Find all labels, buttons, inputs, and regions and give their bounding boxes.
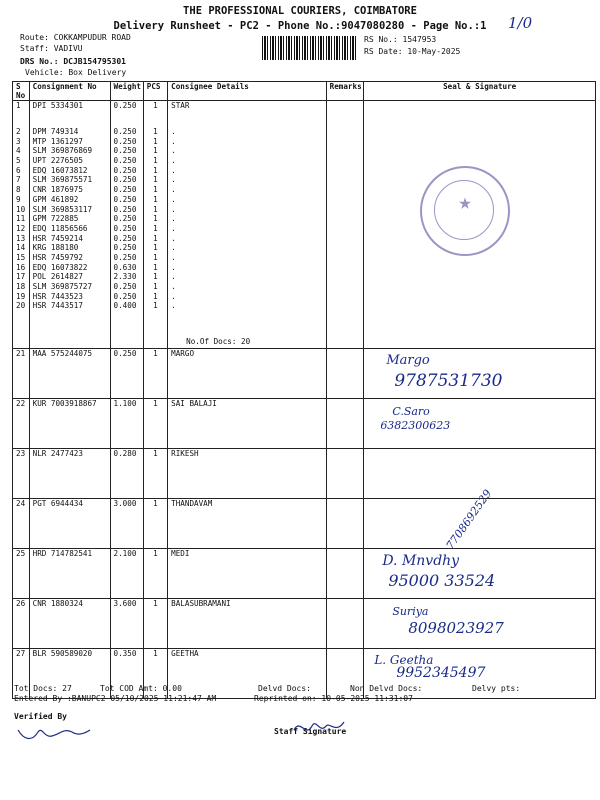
reprinted-on: Reprinted on: 10-05-2025 11:31:07 <box>254 694 413 703</box>
block-weight: 0.250 <box>113 146 137 156</box>
rs-number: RS No.: 1547953 <box>364 35 437 44</box>
block-sno: 12 <box>16 223 26 233</box>
total-cod: Tot COD Amt: 0.00 <box>100 684 182 693</box>
table-row: 1 2 3 4 5 6 7 8 9 10 11 12 13 14 15 16 17 18 19 20 DPI 5334301 DPM 749314 MTP 1361297 SLM 369876869 UPT 2276505 EDQ 16073812 SLM 369875571 CNR 1876975 GPM 461892 SLM 369853117 GPM 722885 EDQ 11856566 HSR 7459214 KRG 188180 HSR 7459792 EDQ 16073822 POL 2614827 SLM 369875727 HSR 7443523 HSR 7443517 0.250 0.250 0.250 0.250 0.250 0.250 0.250 0.250 0.250 0.250 0.250 0.250 0.250 0.250 0.250 0.630 2.330 0.250 0.250 0.400 1 1 1 1 1 1 1 1 1 1 1 1 1 1 1 1 1 1 1 1 STAR No.Of Docs: 20 . . . . . . . . . . . . . . . . . . . <box>13 101 596 349</box>
signature: Margo <box>386 353 430 368</box>
block-name: . <box>171 223 176 233</box>
block-cons: POL 2614827 <box>32 272 83 282</box>
block-sno: 13 <box>16 233 26 243</box>
block-weight: 0.250 <box>113 175 137 185</box>
block-weight: 0.250 <box>113 204 137 214</box>
block-sno: 9 <box>16 194 21 204</box>
block-sno: 10 <box>16 204 26 214</box>
rs-date: RS Date: 10-May-2025 <box>364 47 461 56</box>
block-cons: HSR 7443517 <box>32 301 83 311</box>
block-pcs: 1 <box>153 223 158 233</box>
block-pcs: 1 <box>153 301 158 311</box>
staff-signature <box>290 712 350 742</box>
block-cons: UPT 2276505 <box>32 156 83 166</box>
block-weight: 0.250 <box>113 194 137 204</box>
block-sno: 4 <box>16 146 21 156</box>
page-handwritten-mark: 1/0 <box>508 14 533 32</box>
block-weight: 0.250 <box>113 136 137 146</box>
block-sno: 16 <box>16 262 26 272</box>
block-sno: 17 <box>16 272 26 282</box>
block-cons: HSR 7459792 <box>32 252 83 262</box>
phone-handwritten: 6382300623 <box>380 419 451 432</box>
company-name: THE PROFESSIONAL COURIERS, COIMBATORE <box>183 5 417 17</box>
block-pcs: 1 <box>153 233 158 243</box>
block-name: . <box>171 282 176 291</box>
block-pcs: 1 <box>153 214 158 224</box>
table-row: 23 NLR 2477423 0.280 1 RIKESH <box>13 449 596 499</box>
verified-by-label: Verified By <box>14 712 67 721</box>
table-header <box>13 82 596 101</box>
block-weight: 0.250 <box>113 243 137 253</box>
block-weight: 2.330 <box>113 272 137 282</box>
block-pcs: 1 <box>153 146 158 156</box>
col-signature: Seal & Signature <box>364 82 596 101</box>
block-pcs: 1 <box>153 165 158 175</box>
block-weight: 0.250 <box>113 156 137 166</box>
block-sno: 20 <box>16 301 26 311</box>
table-row: 27 BLR 590589020 0.350 1 GEETHA L. Geetha 9952345497 <box>13 649 596 699</box>
block-name: . <box>171 233 176 243</box>
block-cons: KRG 188180 <box>32 243 79 253</box>
block-name: . <box>171 291 176 301</box>
seal-stamp <box>420 166 510 256</box>
table-row: 24 PGT 6944434 3.000 1 THANDAVAM 7708692529 <box>13 499 596 549</box>
table-row: 22 KUR 7003918867 1.100 1 SAI BALAJI C.Saro 6382300623 <box>13 399 596 449</box>
block-name: . <box>171 252 176 262</box>
delivered-docs: Delvd Docs: <box>258 684 311 693</box>
block-pcs: 1 <box>153 243 158 253</box>
col-consignee: Consignee Details <box>168 82 326 101</box>
col-consignment: Consignment No <box>29 82 110 101</box>
col-weight: Weight <box>110 82 143 101</box>
runsheet-table <box>12 81 596 699</box>
vehicle: Vehicle: Box Delivery <box>25 68 127 77</box>
signature: L. Geetha <box>374 653 434 667</box>
block-cons: HSR 7459214 <box>32 233 83 243</box>
block-cons: MTP 1361297 <box>32 136 83 146</box>
block-name: . <box>171 165 176 175</box>
block-cons: DPM 749314 <box>32 127 79 136</box>
staff: Staff: VADIVU <box>20 44 83 53</box>
block-sno: 2 <box>16 127 21 136</box>
block-name: . <box>171 262 176 272</box>
block-name: . <box>171 136 176 146</box>
block-pcs: 1 <box>153 127 158 136</box>
block-pcs: 1 <box>153 262 158 272</box>
block-name: . <box>171 204 176 214</box>
block-name: . <box>171 243 176 253</box>
block-name: . <box>171 301 176 311</box>
table-row: 25 HRD 714782541 2.100 1 MEDI D. Mnvdhy 95000 33524 <box>13 549 596 599</box>
block-weight: 0.250 <box>113 233 137 243</box>
delivery-points: Delvy pts: <box>472 684 521 693</box>
block-weight: 0.250 <box>113 127 137 136</box>
block-weight: 0.630 <box>113 262 137 272</box>
block-cons: GPM 722885 <box>32 214 79 224</box>
block-pcs: 1 <box>153 136 158 146</box>
route: Route: COKKAMPUDUR ROAD <box>20 33 131 42</box>
block-sno: 5 <box>16 156 21 166</box>
block-name: . <box>171 127 176 136</box>
signature: C.Saro <box>392 405 430 418</box>
total-docs: Tot Docs: 27 <box>14 684 72 693</box>
block-pcs: 1 <box>153 291 158 301</box>
phone-handwritten: 95000 33524 <box>388 571 496 590</box>
col-remarks: Remarks <box>326 82 364 101</box>
block-cons: CNR 1876975 <box>32 185 83 195</box>
block-cons: SLM 369876869 <box>32 146 93 156</box>
signature: D. Mnvdhy <box>382 553 460 569</box>
block-cons: EDQ 11856566 <box>32 223 88 233</box>
phone-handwritten: 8098023927 <box>408 619 504 637</box>
block-pcs: 1 <box>153 204 158 214</box>
block-name: . <box>171 272 176 282</box>
block-pcs: 1 <box>153 282 158 291</box>
non-delivered-docs: Non Delvd Docs: <box>350 684 423 693</box>
block-sno: 15 <box>16 252 26 262</box>
entered-by: Entered By :BANUPC2 05/10/2025 11:21:47 AM <box>14 694 217 703</box>
block-cons: EDQ 16073822 <box>32 262 88 272</box>
block-pcs: 1 <box>153 175 158 185</box>
block-sno: 19 <box>16 291 26 301</box>
block-pcs: 1 <box>153 272 158 282</box>
block-sno: 11 <box>16 214 26 224</box>
table-row: 26 CNR 1880324 3.600 1 BALASUBRAMANI Suriya 8098023927 <box>13 599 596 649</box>
phone-handwritten: 9952345497 <box>396 665 486 681</box>
block-cons: SLM 369853117 <box>32 204 93 214</box>
col-pcs: PCS <box>143 82 167 101</box>
col-sno: S No <box>13 82 30 101</box>
block-name: . <box>171 194 176 204</box>
block-cons: SLM 369875571 <box>32 175 93 185</box>
phone-handwritten: 7708692529 <box>443 487 495 552</box>
block-sno: 6 <box>16 165 21 175</box>
block-cons: GPM 461892 <box>32 194 79 204</box>
block-pcs: 1 <box>153 194 158 204</box>
block-sno: 3 <box>16 136 21 146</box>
block-sno: 14 <box>16 243 26 253</box>
block-name: . <box>171 214 176 224</box>
block-weight: 0.250 <box>113 214 137 224</box>
block-sno: 18 <box>16 282 26 291</box>
block-sno: 8 <box>16 185 21 195</box>
block-weight: 0.250 <box>113 291 137 301</box>
block-pcs: 1 <box>153 252 158 262</box>
block-sno: 7 <box>16 175 21 185</box>
barcode <box>262 36 358 60</box>
docs-count-note: No.Of Docs: 20 <box>186 337 251 347</box>
table-row: 21 MAA 575244075 0.250 1 MARGO Margo 9787531730 <box>13 349 596 399</box>
block-name: . <box>171 185 176 195</box>
staff-signature-label: Staff Signature <box>274 727 347 736</box>
star-icon: ★ <box>458 190 472 215</box>
block-weight: 0.250 <box>113 165 137 175</box>
runsheet-title: Delivery Runsheet - PC2 - Phone No.:9047080280 - Page No.:1 <box>113 20 487 32</box>
block-name: . <box>171 156 176 166</box>
block-name: . <box>171 146 176 156</box>
block-cons: EDQ 16073812 <box>32 165 88 175</box>
block-weight: 0.250 <box>113 252 137 262</box>
block-name: . <box>171 175 176 185</box>
signature: Suriya <box>392 605 429 618</box>
drs-number: DRS No.: DCJB154795301 <box>20 57 126 66</box>
block-weight: 0.400 <box>113 301 137 311</box>
block-weight: 0.250 <box>113 185 137 195</box>
phone-handwritten: 9787531730 <box>394 371 503 391</box>
block-cons: HSR 7443523 <box>32 291 83 301</box>
verifier-signature <box>14 718 94 748</box>
block-pcs: 1 <box>153 185 158 195</box>
block-cons: SLM 369875727 <box>32 282 93 291</box>
block-weight: 0.250 <box>113 223 137 233</box>
block-pcs: 1 <box>153 156 158 166</box>
block-weight: 0.250 <box>113 282 137 291</box>
